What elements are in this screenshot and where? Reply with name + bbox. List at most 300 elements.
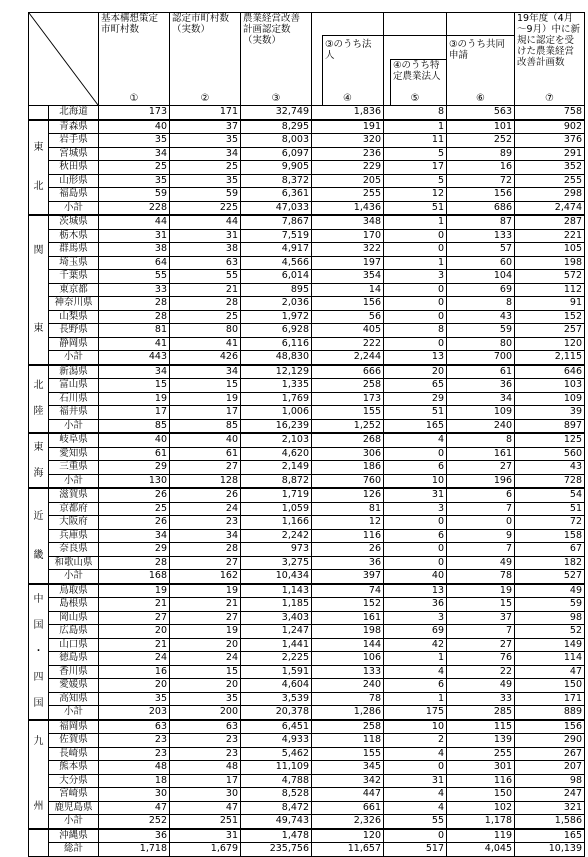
cell-col-5: 0 (384, 516, 447, 530)
header-col-1 (99, 13, 170, 106)
cell-col-7: 98 (515, 611, 585, 625)
cell-col-5: 51 (384, 201, 447, 215)
cell-col-3: 2,242 (241, 529, 312, 543)
cell-col-2: 1,679 (170, 843, 241, 857)
cell-col-7: 112 (515, 283, 585, 297)
cell-col-7: 114 (515, 652, 585, 666)
cell-col-5: 29 (384, 392, 447, 406)
subtotal-row (29, 570, 585, 584)
column-number: ⑦ (545, 93, 554, 104)
prefecture-name: 宮崎県 (49, 788, 99, 802)
cell-col-5: 6 (384, 529, 447, 543)
region-label: 北 陸 (29, 365, 49, 434)
statistics-table (28, 12, 585, 857)
cell-col-5: 0 (384, 310, 447, 324)
cell-col-3: 6,928 (241, 324, 312, 338)
cell-col-3: 11,109 (241, 761, 312, 775)
cell-col-4: 78 (312, 692, 384, 706)
cell-col-7: 889 (515, 706, 585, 720)
cell-col-1: 19 (99, 584, 170, 598)
cell-col-1: 33 (99, 283, 170, 297)
cell-col-7: 290 (515, 734, 585, 748)
cell-col-4: 36 (312, 556, 384, 570)
cell-col-2: 55 (170, 270, 241, 284)
cell-col-5: 8 (384, 324, 447, 338)
cell-col-2: 27 (170, 556, 241, 570)
prefecture-name: 山形県 (49, 174, 99, 188)
cell-col-5: 65 (384, 379, 447, 393)
cell-col-5: 0 (384, 829, 447, 843)
cell-col-3: 235,756 (241, 843, 312, 857)
cell-col-5: 2 (384, 734, 447, 748)
cell-col-6: 156 (447, 188, 515, 202)
cell-col-7: 221 (515, 229, 585, 243)
cell-col-2: 37 (170, 120, 241, 134)
cell-col-4: 397 (312, 570, 384, 584)
cell-col-5: 17 (384, 161, 447, 175)
cell-col-1: 55 (99, 270, 170, 284)
cell-col-6: 240 (447, 419, 515, 433)
cell-col-4: 81 (312, 502, 384, 516)
cell-col-7: 156 (515, 720, 585, 734)
prefecture-name: 熊本県 (49, 761, 99, 775)
table-row (29, 120, 585, 134)
cell-col-6: 9 (447, 529, 515, 543)
table-row (29, 310, 585, 324)
cell-col-1: 28 (99, 310, 170, 324)
cell-col-6: 72 (447, 174, 515, 188)
table-row (29, 392, 585, 406)
cell-col-2: 20 (170, 679, 241, 693)
cell-col-7: 103 (515, 379, 585, 393)
cell-col-6: 61 (447, 365, 515, 379)
cell-col-4: 1,436 (312, 201, 384, 215)
cell-col-4: 173 (312, 392, 384, 406)
cell-col-6: 78 (447, 570, 515, 584)
cell-col-3: 6,451 (241, 720, 312, 734)
cell-col-4: 205 (312, 174, 384, 188)
cell-col-2: 15 (170, 379, 241, 393)
cell-col-6: 27 (447, 461, 515, 475)
cell-col-1: 29 (99, 461, 170, 475)
prefecture-name: 山梨県 (49, 310, 99, 324)
prefecture-name: 岡山県 (49, 611, 99, 625)
cell-col-5: 12 (384, 188, 447, 202)
prefecture-name: 佐賀県 (49, 734, 99, 748)
cell-col-4: 447 (312, 788, 384, 802)
cell-col-3: 3,275 (241, 556, 312, 570)
cell-col-6: 102 (447, 801, 515, 815)
subtotal-row (29, 815, 585, 829)
table-row (29, 447, 585, 461)
table-row (29, 488, 585, 502)
cell-col-3: 49,743 (241, 815, 312, 829)
region-label: 東 北 (29, 120, 49, 216)
cell-col-3: 3,539 (241, 692, 312, 706)
subtotal-row (29, 843, 585, 857)
cell-col-1: 203 (99, 706, 170, 720)
prefecture-name: 徳島県 (49, 652, 99, 666)
prefecture-name: 岩手県 (49, 134, 99, 148)
cell-col-5: 3 (384, 611, 447, 625)
table-row (29, 625, 585, 639)
cell-col-3: 1,441 (241, 638, 312, 652)
cell-col-5: 1 (384, 215, 447, 229)
cell-col-4: 161 (312, 611, 384, 625)
table-row (29, 106, 585, 120)
cell-col-6: 57 (447, 243, 515, 257)
cell-col-6: 109 (447, 406, 515, 420)
prefecture-name: 奈良県 (49, 543, 99, 557)
cell-col-6: 16 (447, 161, 515, 175)
cell-col-5: 165 (384, 419, 447, 433)
cell-col-2: 35 (170, 692, 241, 706)
cell-col-1: 48 (99, 761, 170, 775)
cell-col-5: 0 (384, 337, 447, 351)
cell-col-6: 60 (447, 256, 515, 270)
cell-col-4: 133 (312, 665, 384, 679)
cell-col-2: 128 (170, 474, 241, 488)
cell-col-1: 17 (99, 406, 170, 420)
subtotal-label: 小計 (49, 570, 99, 584)
cell-col-3: 895 (241, 283, 312, 297)
cell-col-4: 268 (312, 433, 384, 447)
subtotal-label: 総計 (49, 843, 99, 857)
cell-col-1: 40 (99, 433, 170, 447)
cell-col-6: 0 (447, 516, 515, 530)
subtotal-label: 小計 (49, 815, 99, 829)
table-row (29, 161, 585, 175)
cell-col-6: 150 (447, 788, 515, 802)
cell-col-7: 10,139 (515, 843, 585, 857)
cell-col-4: 74 (312, 584, 384, 598)
cell-col-7: 51 (515, 502, 585, 516)
cell-col-2: 48 (170, 761, 241, 775)
cell-col-3: 6,116 (241, 337, 312, 351)
header-col-7 (515, 13, 585, 106)
table-row (29, 529, 585, 543)
cell-col-7: 352 (515, 161, 585, 175)
cell-col-2: 19 (170, 584, 241, 598)
cell-col-6: 116 (447, 774, 515, 788)
table-row (29, 679, 585, 693)
subtotal-label: 小計 (49, 706, 99, 720)
cell-col-2: 41 (170, 337, 241, 351)
cell-col-4: 186 (312, 461, 384, 475)
cell-col-7: 98 (515, 774, 585, 788)
table-row (29, 720, 585, 734)
header-col-2 (170, 13, 241, 106)
cell-col-3: 7,519 (241, 229, 312, 243)
cell-col-1: 18 (99, 774, 170, 788)
table-row (29, 692, 585, 706)
table-row (29, 134, 585, 148)
cell-col-1: 47 (99, 801, 170, 815)
cell-col-7: 257 (515, 324, 585, 338)
table-row (29, 461, 585, 475)
cell-col-5: 4 (384, 801, 447, 815)
cell-col-3: 1,769 (241, 392, 312, 406)
table-row (29, 337, 585, 351)
cell-col-5: 40 (384, 570, 447, 584)
cell-col-4: 348 (312, 215, 384, 229)
table-row (29, 243, 585, 257)
table-row (29, 638, 585, 652)
prefecture-name: 岐阜県 (49, 433, 99, 447)
prefecture-name: 長野県 (49, 324, 99, 338)
cell-col-5: 0 (384, 447, 447, 461)
prefecture-name: 石川県 (49, 392, 99, 406)
cell-col-4: 120 (312, 829, 384, 843)
cell-col-3: 4,566 (241, 256, 312, 270)
cell-col-2: 80 (170, 324, 241, 338)
cell-col-1: 173 (99, 106, 170, 120)
cell-col-1: 35 (99, 692, 170, 706)
cell-col-5: 31 (384, 488, 447, 502)
cell-col-1: 81 (99, 324, 170, 338)
cell-col-3: 9,905 (241, 161, 312, 175)
prefecture-name: 宮城県 (49, 147, 99, 161)
region-label: 関 東 (29, 215, 49, 365)
prefecture-name: 福岡県 (49, 720, 99, 734)
cell-col-5: 4 (384, 747, 447, 761)
cell-col-5: 13 (384, 351, 447, 365)
cell-col-1: 228 (99, 201, 170, 215)
prefecture-name: 群馬県 (49, 243, 99, 257)
table-row (29, 215, 585, 229)
cell-col-3: 8,295 (241, 120, 312, 134)
table-row (29, 801, 585, 815)
prefecture-name: 京都府 (49, 502, 99, 516)
cell-col-2: 31 (170, 229, 241, 243)
cell-col-7: 91 (515, 297, 585, 311)
cell-col-5: 3 (384, 270, 447, 284)
table-row (29, 147, 585, 161)
cell-col-6: 49 (447, 679, 515, 693)
cell-col-2: 35 (170, 134, 241, 148)
cell-col-6: 196 (447, 474, 515, 488)
cell-col-6: 49 (447, 556, 515, 570)
prefecture-name: 和歌山県 (49, 556, 99, 570)
cell-col-2: 17 (170, 774, 241, 788)
cell-col-7: 43 (515, 461, 585, 475)
header-label: ④のうち特定農業法人 (393, 60, 441, 82)
prefecture-name: 滋賀県 (49, 488, 99, 502)
subtotal-row (29, 706, 585, 720)
column-number: ⑤ (410, 93, 420, 104)
prefecture-name: 沖縄県 (49, 829, 99, 843)
table-row (29, 516, 585, 530)
prefecture-name: 茨城県 (49, 215, 99, 229)
cell-col-2: 85 (170, 419, 241, 433)
cell-col-3: 2,149 (241, 461, 312, 475)
table-body (29, 106, 585, 857)
cell-col-6: 139 (447, 734, 515, 748)
prefecture-name: 香川県 (49, 665, 99, 679)
cell-col-2: 426 (170, 351, 241, 365)
cell-col-4: 1,286 (312, 706, 384, 720)
cell-col-2: 34 (170, 529, 241, 543)
cell-col-6: 27 (447, 638, 515, 652)
cell-col-6: 161 (447, 447, 515, 461)
cell-col-3: 7,867 (241, 215, 312, 229)
cell-col-4: 306 (312, 447, 384, 461)
cell-col-5: 0 (384, 761, 447, 775)
cell-col-7: 255 (515, 174, 585, 188)
cell-col-1: 21 (99, 598, 170, 612)
table-row (29, 665, 585, 679)
statistics-table-wrapper (28, 12, 585, 857)
cell-col-5: 1 (384, 256, 447, 270)
cell-col-7: 47 (515, 665, 585, 679)
cell-col-6: 19 (447, 584, 515, 598)
cell-col-4: 222 (312, 337, 384, 351)
cell-col-7: 728 (515, 474, 585, 488)
table-row (29, 297, 585, 311)
cell-col-3: 1,591 (241, 665, 312, 679)
header-label: 認定市町村数（実数） (172, 13, 230, 35)
cell-col-5: 0 (384, 243, 447, 257)
header-row (29, 13, 585, 106)
table-row (29, 379, 585, 393)
cell-col-2: 27 (170, 461, 241, 475)
cell-col-3: 6,097 (241, 147, 312, 161)
region-label: 中 国 ・ 四 国 (29, 584, 49, 720)
cell-col-3: 16,239 (241, 419, 312, 433)
cell-col-6: 686 (447, 201, 515, 215)
table-row (29, 829, 585, 843)
cell-col-1: 15 (99, 379, 170, 393)
table-row (29, 652, 585, 666)
column-number: ① (129, 93, 139, 104)
column-number: ③ (271, 93, 281, 104)
cell-col-3: 2,036 (241, 297, 312, 311)
cell-col-7: 2,115 (515, 351, 585, 365)
cell-col-3: 47,033 (241, 201, 312, 215)
cell-col-1: 26 (99, 488, 170, 502)
cell-col-4: 155 (312, 406, 384, 420)
cell-col-1: 36 (99, 829, 170, 843)
cell-col-7: 171 (515, 692, 585, 706)
cell-col-4: 155 (312, 747, 384, 761)
cell-col-6: 285 (447, 706, 515, 720)
cell-col-5: 13 (384, 584, 447, 598)
prefecture-name: 愛知県 (49, 447, 99, 461)
table-row (29, 365, 585, 379)
cell-col-6: 255 (447, 747, 515, 761)
prefecture-name: 三重県 (49, 461, 99, 475)
prefecture-name: 山口県 (49, 638, 99, 652)
prefecture-name: 高知県 (49, 692, 99, 706)
cell-col-2: 21 (170, 598, 241, 612)
cell-col-7: 321 (515, 801, 585, 815)
cell-col-5: 10 (384, 720, 447, 734)
cell-col-5: 10 (384, 474, 447, 488)
cell-col-1: 23 (99, 747, 170, 761)
cell-col-6: 87 (447, 215, 515, 229)
table-row (29, 270, 585, 284)
cell-col-4: 405 (312, 324, 384, 338)
cell-col-4: 14 (312, 283, 384, 297)
cell-col-7: 120 (515, 337, 585, 351)
cell-col-6: 1,178 (447, 815, 515, 829)
cell-col-1: 21 (99, 638, 170, 652)
cell-col-3: 4,620 (241, 447, 312, 461)
cell-col-1: 26 (99, 516, 170, 530)
cell-col-7: 758 (515, 106, 585, 120)
cell-col-6: 8 (447, 433, 515, 447)
cell-col-3: 6,361 (241, 188, 312, 202)
cell-col-4: 2,244 (312, 351, 384, 365)
prefecture-name: 静岡県 (49, 337, 99, 351)
cell-col-5: 51 (384, 406, 447, 420)
cell-col-5: 11 (384, 134, 447, 148)
cell-col-4: 236 (312, 147, 384, 161)
prefecture-name: 青森県 (49, 120, 99, 134)
cell-col-1: 31 (99, 229, 170, 243)
cell-col-3: 48,830 (241, 351, 312, 365)
cell-col-1: 168 (99, 570, 170, 584)
table-row (29, 734, 585, 748)
cell-col-2: 25 (170, 161, 241, 175)
cell-col-3: 4,933 (241, 734, 312, 748)
cell-col-3: 3,403 (241, 611, 312, 625)
cell-col-6: 34 (447, 392, 515, 406)
cell-col-5: 1 (384, 652, 447, 666)
cell-col-2: 20 (170, 638, 241, 652)
cell-col-7: 109 (515, 392, 585, 406)
cell-col-3: 5,462 (241, 747, 312, 761)
cell-col-6: 7 (447, 625, 515, 639)
cell-col-3: 2,103 (241, 433, 312, 447)
cell-col-6: 8 (447, 297, 515, 311)
cell-col-4: 116 (312, 529, 384, 543)
table-row (29, 174, 585, 188)
table-row (29, 188, 585, 202)
cell-col-5: 20 (384, 365, 447, 379)
cell-col-3: 8,003 (241, 134, 312, 148)
cell-col-7: 198 (515, 256, 585, 270)
cell-col-2: 63 (170, 256, 241, 270)
cell-col-7: 49 (515, 584, 585, 598)
cell-col-2: 24 (170, 502, 241, 516)
cell-col-5: 6 (384, 679, 447, 693)
cell-col-2: 34 (170, 365, 241, 379)
cell-col-3: 1,335 (241, 379, 312, 393)
cell-col-1: 25 (99, 161, 170, 175)
cell-col-4: 56 (312, 310, 384, 324)
diagonal-line (29, 13, 98, 105)
cell-col-3: 1,719 (241, 488, 312, 502)
cell-col-6: 36 (447, 379, 515, 393)
cell-col-7: 72 (515, 516, 585, 530)
cell-col-1: 19 (99, 392, 170, 406)
cell-col-3: 12,129 (241, 365, 312, 379)
cell-col-2: 34 (170, 147, 241, 161)
prefecture-name: 神奈川県 (49, 297, 99, 311)
cell-col-6: 133 (447, 229, 515, 243)
header-label: 19年度（4月～9月）中に新規に認定を受けた農業経営改善計画数 (517, 13, 581, 68)
cell-col-3: 4,788 (241, 774, 312, 788)
cell-col-5: 517 (384, 843, 447, 857)
table-row (29, 324, 585, 338)
cell-col-2: 30 (170, 788, 241, 802)
cell-col-4: 11,657 (312, 843, 384, 857)
cell-col-2: 162 (170, 570, 241, 584)
cell-col-7: 152 (515, 310, 585, 324)
cell-col-1: 34 (99, 529, 170, 543)
subtotal-label: 小計 (49, 419, 99, 433)
